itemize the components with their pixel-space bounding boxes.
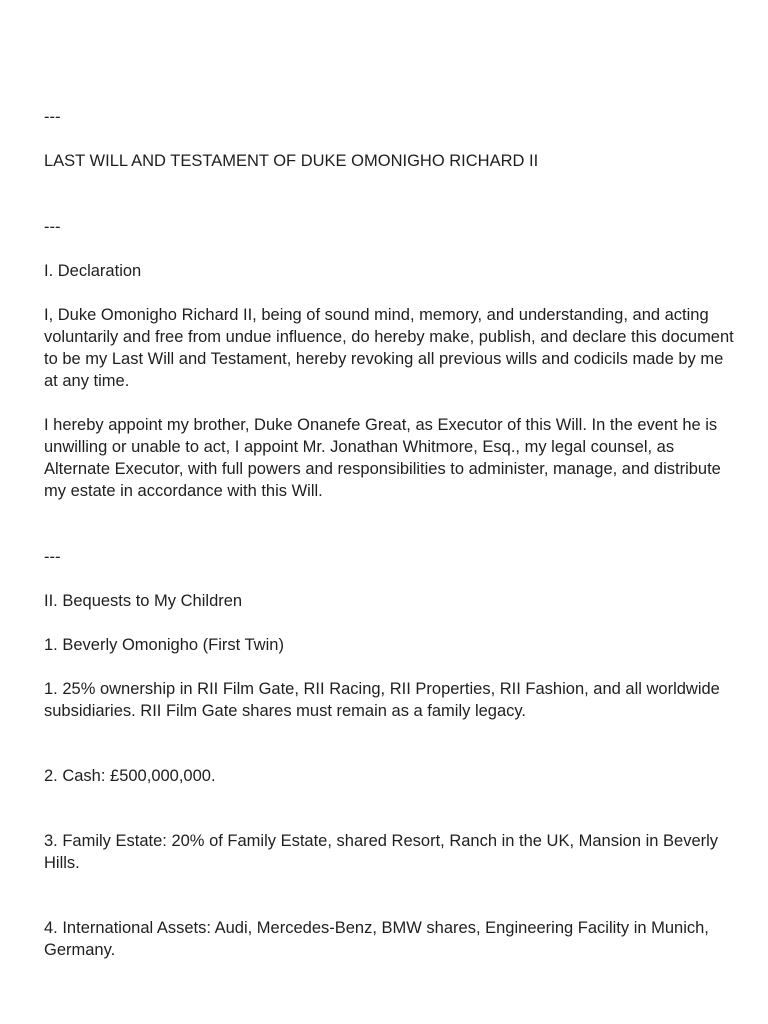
section-heading-bequests: II. Bequests to My Children: [44, 592, 243, 610]
will-document: [44, 106, 734, 961]
bequest-item: 4. International Assets: Audi, Mercedes-Benz, BMW shares, Engineering Facility in Munich, Germany.: [44, 919, 709, 959]
separator: ---: [44, 548, 61, 566]
separator: ---: [44, 108, 61, 126]
beneficiary-heading: 1. Beverly Omonigho (First Twin): [44, 636, 284, 654]
section-heading-declaration: I. Declaration: [44, 262, 142, 280]
bequest-item: 2. Cash: £500,000,000.: [44, 767, 216, 785]
declaration-paragraph: I, Duke Omonigho Richard II, being of sound mind, memory, and understanding, and acting voluntarily and free from undue influence, do hereby make, publish, and declare this document to be my Last Will and Testament, hereby revoking all previous wills and codicils made by me at any time.: [44, 306, 734, 390]
separator: ---: [44, 218, 61, 236]
bequest-item: 1. 25% ownership in RII Film Gate, RII Racing, RII Properties, RII Fashion, and all worldwide subsidiaries. RII Film Gate shares must remain as a family legacy.: [44, 680, 720, 720]
document-title: LAST WILL AND TESTAMENT OF DUKE OMONIGHO RICHARD II: [44, 152, 539, 170]
bequest-item: 3. Family Estate: 20% of Family Estate, shared Resort, Ranch in the UK, Mansion in Beverly Hills.: [44, 832, 719, 872]
executor-paragraph: I hereby appoint my brother, Duke Onanefe Great, as Executor of this Will. In the event he is unwilling or unable to act, I appoint Mr. Jonathan Whitmore, Esq., my legal counsel, as Alternate Executor, with full powers and responsibilities to administer, manage, and distribute my estate in accordance with this Will.: [44, 416, 721, 500]
